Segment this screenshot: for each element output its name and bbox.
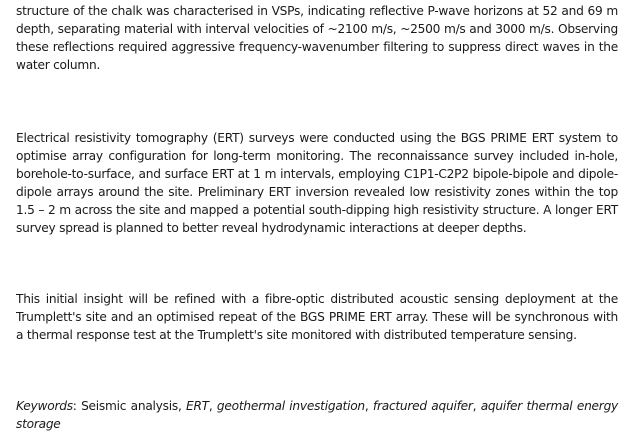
paragraph-ert-surveys: Electrical resistivity tomography (ERT) surveys were conducted using the BGS PRIME ERT system to optimise array configuration for long-term monitoring. The reconnaissance survey included in-hole, borehole-to-surface, and surface ERT at 1 m intervals, employing C1P1-C2P2 bipole-bipole and dipole-dipole arrays around the site. Preliminary ERT inversion revealed low resistivity zones within the top 1.5 – 2 m across the site and mapped a potential south-dipping high resistivity structure. A longer ERT survey spread is planned to better reveal hydrodynamic interactions at deeper depths. <box>16 131 618 235</box>
keyword-separator: , <box>472 399 481 413</box>
keywords-line <box>16 397 618 433</box>
keywords-list <box>16 399 618 431</box>
keyword-separator: , <box>177 399 187 413</box>
keyword-item: aquifer thermal energy storage <box>16 399 619 431</box>
keyword-item: geothermal investigation <box>216 399 365 413</box>
keyword-item: ERT <box>186 399 209 413</box>
keywords-label: Keywords <box>16 399 73 413</box>
paragraph-vsp-results: structure of the chalk was characterised in VSPs, indicating reflective P-wave horizons at 52 and 69 m depth, separating material with interval velocities of ~2100 m/s, ~2500 m/s and 3000 m/s. Observing these reflections required aggressive frequency-wavenumber filtering to suppress direct waves in the water column. <box>16 4 618 72</box>
keywords-separator: : <box>72 399 82 413</box>
paragraph-future-work: This initial insight will be refined with a fibre-optic distributed acoustic sensing deployment at the Trumplett's site and an optimised repeat of the BGS PRIME ERT array. These will be synchronous with a thermal response test at the Trumplett's site monitored with distributed temperature sensing. <box>16 292 618 342</box>
keyword-item: fractured aquifer <box>372 399 473 413</box>
keyword-item: Seismic analysis <box>81 399 178 413</box>
keyword-separator: , <box>208 399 217 413</box>
keyword-separator: , <box>364 399 373 413</box>
